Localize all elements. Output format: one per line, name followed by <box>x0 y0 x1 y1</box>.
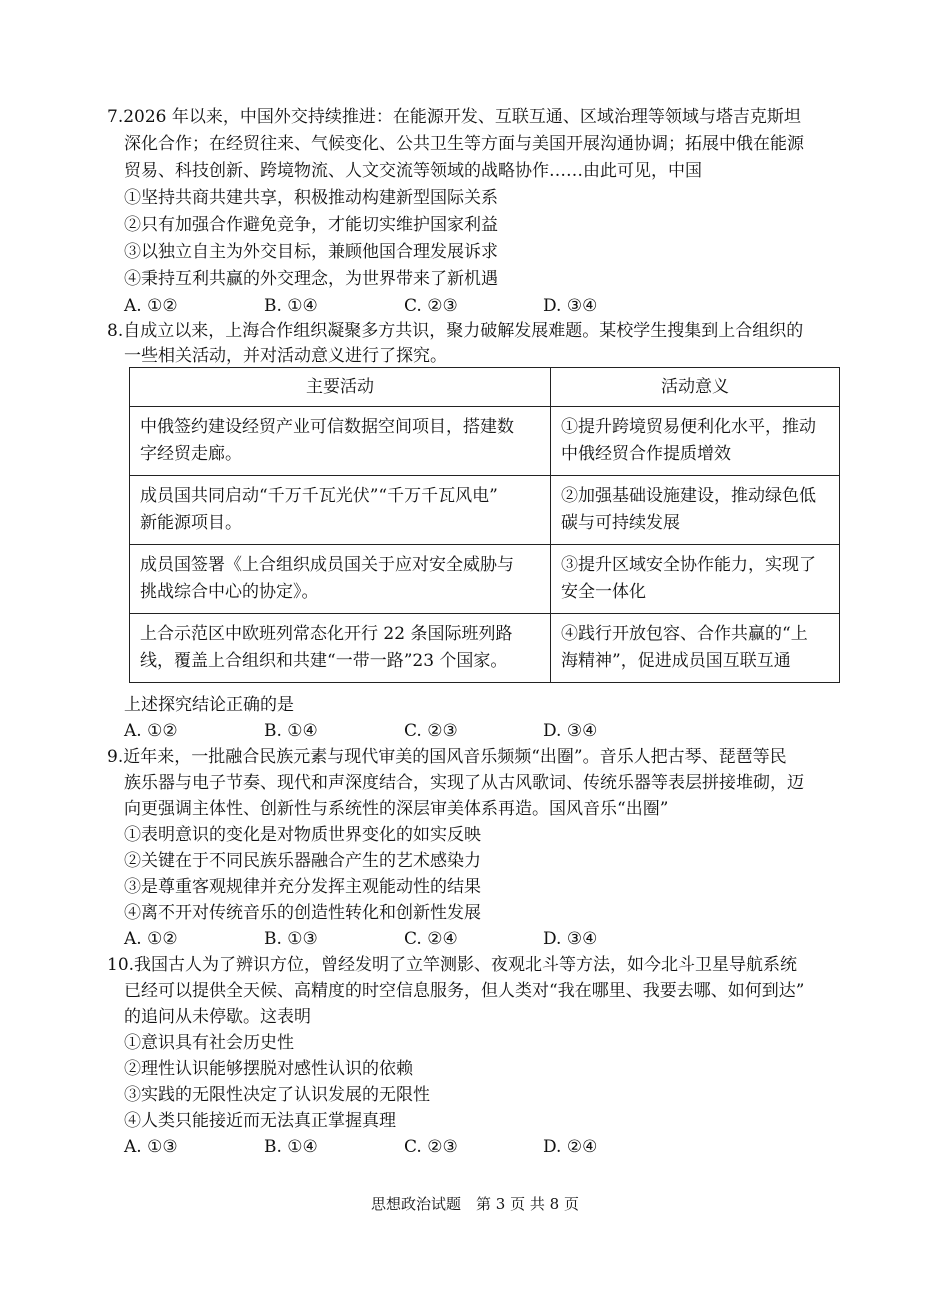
q9-statement-1: ①表明意识的变化是对物质世界变化的如实反映 <box>124 825 481 845</box>
q10-statement-1: ①意识具有社会历史性 <box>124 1033 294 1053</box>
cell-line: ①提升跨境贸易便利化水平，推动 <box>561 417 816 437</box>
cell-line: 海精神”，促进成员国互联互通 <box>561 651 791 671</box>
q8-after-table: 上述探究结论正确的是 <box>124 695 294 715</box>
q7-option-b: B. ①④ <box>264 296 318 316</box>
q9-stem-line-2: 族乐器与电子节奏、现代和声深度结合，实现了从古风歌词、传统乐器等表层拼接堆砌，迈 <box>124 773 804 793</box>
table-cell-significance <box>551 407 840 476</box>
table-header-significance: 活动意义 <box>551 368 840 407</box>
q9-statement-3: ③是尊重客观规律并充分发挥主观能动性的结果 <box>124 877 481 897</box>
cell-line: 上合示范区中欧班列常态化开行 22 条国际班列路 <box>140 624 513 644</box>
q10-statement-2: ②理性认识能够摆脱对感性认识的依赖 <box>124 1059 413 1079</box>
cell-line: ②加强基础设施建设，推动绿色低 <box>561 486 816 506</box>
cell-line: 挑战综合中心的协定》。 <box>140 582 319 602</box>
table-cell-significance <box>551 545 840 614</box>
q9-stem-line-1: 9.近年来，一批融合民族元素与现代审美的国风音乐频频“出圈”。音乐人把古琴、琵琶等民 <box>107 747 787 767</box>
q9-option-a: A. ①② <box>124 929 178 949</box>
q8-option-c: C. ②③ <box>404 721 458 741</box>
q10-option-d: D. ②④ <box>543 1137 598 1157</box>
table-cell-activity <box>130 476 551 545</box>
cell-line: 线，覆盖上合组织和共建“一带一路”23 个国家。 <box>140 651 508 671</box>
cell-line: 中俄经贸合作提质增效 <box>561 444 731 464</box>
q8-option-d: D. ③④ <box>543 721 598 741</box>
cell-line: 碳与可持续发展 <box>561 513 680 533</box>
q10-statement-4: ④人类只能接近而无法真正掌握真理 <box>124 1111 396 1131</box>
table-row <box>130 545 840 614</box>
q7-option-d: D. ③④ <box>543 296 598 316</box>
q7-statement-2: ②只有加强合作避免竞争，才能切实维护国家利益 <box>124 215 498 235</box>
q10-stem-line-2: 已经可以提供全天候、高精度的时空信息服务，但人类对“我在哪里、我要去哪、如何到达” <box>124 981 805 1001</box>
q10-option-a: A. ①③ <box>124 1137 178 1157</box>
q10-stem-line-3: 的追问从未停歇。这表明 <box>124 1007 311 1027</box>
q8-option-a: A. ①② <box>124 721 178 741</box>
q7-option-c: C. ②③ <box>404 296 458 316</box>
q7-statement-3: ③以独立自主为外交目标，兼顾他国合理发展诉求 <box>124 242 498 262</box>
table-cell-activity <box>130 614 551 683</box>
table-row <box>130 476 840 545</box>
q9-option-c: C. ②④ <box>404 929 458 949</box>
q10-option-c: C. ②③ <box>404 1137 458 1157</box>
cell-line: ④践行开放包容、合作共赢的“上 <box>561 624 808 644</box>
q9-option-b: B. ①③ <box>264 929 318 949</box>
table-header-row <box>130 368 840 407</box>
q7-stem-line-3: 贸易、科技创新、跨境物流、人文交流等领域的战略协作……由此可见，中国 <box>124 161 702 181</box>
q9-option-d: D. ③④ <box>543 929 598 949</box>
table-cell-activity <box>130 407 551 476</box>
table-header-activity: 主要活动 <box>130 368 551 407</box>
cell-line: 新能源项目。 <box>140 513 242 533</box>
q8-option-b: B. ①④ <box>264 721 318 741</box>
q7-option-a: A. ①② <box>124 296 178 316</box>
page-footer: 思想政治试题 第 3 页 共 8 页 <box>371 1195 579 1213</box>
table-cell-activity <box>130 545 551 614</box>
q9-stem-line-3: 向更强调主体性、创新性与系统性的深层审美体系再造。国风音乐“出圈” <box>124 799 669 819</box>
q7-stem-line-1: 7.2026 年以来，中国外交持续推进：在能源开发、互联互通、区域治理等领域与塔吉克斯坦 <box>107 107 801 127</box>
activity-table <box>129 367 840 683</box>
q9-statement-2: ②关键在于不同民族乐器融合产生的艺术感染力 <box>124 851 481 871</box>
table-row <box>130 407 840 476</box>
q7-stem-line-2: 深化合作；在经贸往来、气候变化、公共卫生等方面与美国开展沟通协调；拓展中俄在能源 <box>124 134 804 154</box>
q8-stem-line-1: 8.自成立以来，上海合作组织凝聚多方共识，聚力破解发展难题。某校学生搜集到上合组织的 <box>107 321 804 341</box>
table-row <box>130 614 840 683</box>
cell-line: 字经贸走廊。 <box>140 444 242 464</box>
cell-line: 安全一体化 <box>561 582 646 602</box>
q10-statement-3: ③实践的无限性决定了认识发展的无限性 <box>124 1085 430 1105</box>
cell-line: ③提升区域安全协作能力，实现了 <box>561 555 816 575</box>
q7-statement-1: ①坚持共商共建共享，积极推动构建新型国际关系 <box>124 188 498 208</box>
table-cell-significance <box>551 476 840 545</box>
q10-stem-line-1: 10.我国古人为了辨识方位，曾经发明了立竿测影、夜观北斗等方法，如今北斗卫星导航系统 <box>107 955 798 975</box>
q8-stem-line-2: 一些相关活动，并对活动意义进行了探究。 <box>124 346 447 366</box>
q7-statement-4: ④秉持互利共赢的外交理念，为世界带来了新机遇 <box>124 269 498 289</box>
cell-line: 成员国签署《上合组织成员国关于应对安全威胁与 <box>140 555 514 575</box>
cell-line: 成员国共同启动“千万千瓦光伏”“千万千瓦风电” <box>140 486 498 506</box>
q10-option-b: B. ①④ <box>264 1137 318 1157</box>
q9-statement-4: ④离不开对传统音乐的创造性转化和创新性发展 <box>124 903 481 923</box>
cell-line: 中俄签约建设经贸产业可信数据空间项目，搭建数 <box>140 417 514 437</box>
table-cell-significance <box>551 614 840 683</box>
